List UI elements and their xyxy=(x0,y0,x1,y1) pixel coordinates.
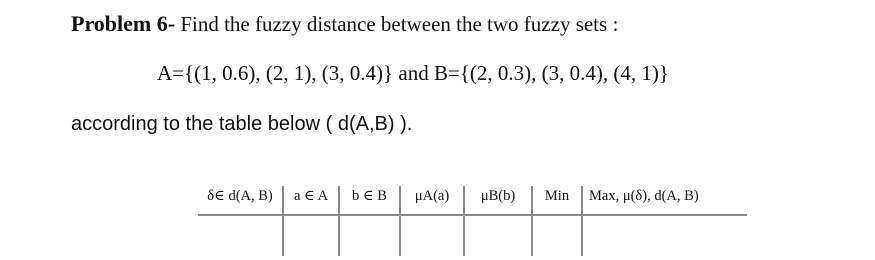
header-b-in-B: b ∈ B xyxy=(339,186,400,215)
table-cell xyxy=(532,215,582,256)
problem-heading xyxy=(71,11,618,37)
instruction-text: according to the table below ( d(A,B) ). xyxy=(71,113,413,135)
header-max-mu-d: Max, μ(δ), d(A, B) xyxy=(582,186,747,215)
fuzzy-sets-definition: A={(1, 0.6), (2, 1), (3, 0.4)} and B={(2, 0.3), (3, 0.4), (4, 1)} xyxy=(157,61,669,85)
table-row xyxy=(198,215,747,256)
table-cell xyxy=(582,215,747,256)
table-header-row xyxy=(198,186,747,215)
header-delta: δ∈ d(A, B) xyxy=(198,186,283,215)
header-mu-a: μA(a) xyxy=(400,186,464,215)
table-cell xyxy=(400,215,464,256)
table-cell xyxy=(283,215,339,256)
header-min: Min xyxy=(532,186,582,215)
table-cell xyxy=(464,215,532,256)
problem-statement: Find the fuzzy distance between the two fuzzy sets : xyxy=(175,12,619,36)
header-mu-b: μB(b) xyxy=(464,186,532,215)
problem-number: Problem 6- xyxy=(71,11,176,36)
header-a-in-A: a ∈ A xyxy=(283,186,339,215)
table-cell xyxy=(339,215,400,256)
fuzzy-distance-table xyxy=(198,186,747,256)
table-cell xyxy=(198,215,283,256)
